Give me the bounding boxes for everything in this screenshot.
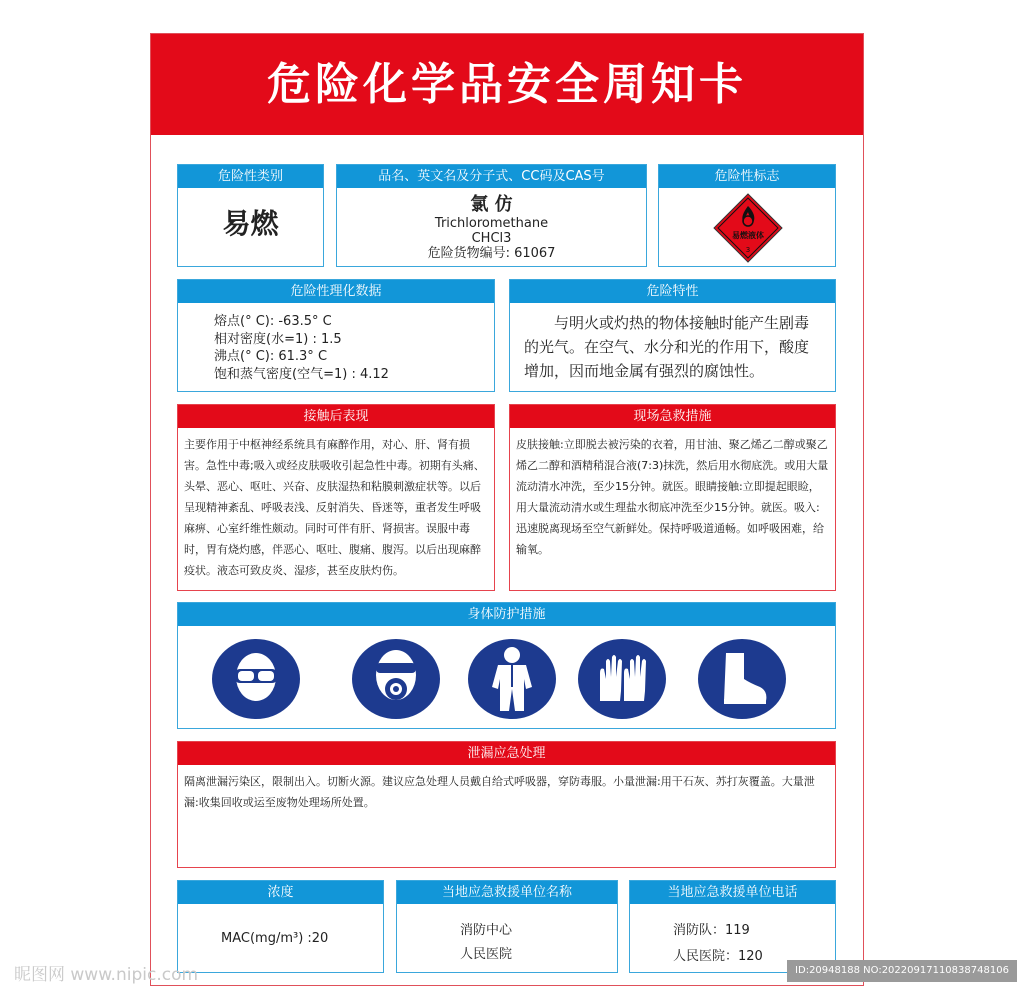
protection-header: 身体防护措施 — [178, 603, 835, 626]
concentration-header: 浓度 — [178, 881, 383, 904]
vapor-density: 饱和蒸气密度(空气=1) : 4.12 — [214, 366, 389, 382]
formula: CHCl3 — [471, 231, 512, 246]
rescue-unit-2: 人民医院 — [460, 947, 513, 962]
respirator-icon — [352, 639, 440, 719]
sign-header: 危险性标志 — [659, 165, 835, 188]
sign-class: 3 — [745, 246, 751, 254]
sign-label: 易燃液体 — [732, 231, 764, 240]
symptoms-box — [177, 404, 495, 591]
identity-box — [336, 164, 647, 267]
phys-box — [177, 279, 495, 392]
safety-boots-icon — [698, 639, 786, 719]
rescue-unit-1: 消防中心 — [460, 923, 513, 938]
watermark: 昵图网 www.nipic.com — [14, 965, 199, 985]
gloves-icon — [578, 639, 666, 719]
name-en: Trichloromethane — [434, 216, 549, 231]
rescue-units-header: 当地应急救援单位名称 — [397, 881, 617, 904]
protective-suit-icon — [468, 639, 556, 719]
rescue-phones-header: 当地应急救援单位电话 — [630, 881, 835, 904]
identity-header: 品名、英文名及分子式、CC码及CAS号 — [337, 165, 646, 188]
hazard-box — [509, 279, 836, 392]
symptoms-header: 接触后表现 — [178, 405, 494, 428]
category-header: 危险性类别 — [178, 165, 323, 188]
name-zh: 氯 仿 — [470, 194, 513, 215]
rescue-phone-1: 消防队：119 — [673, 923, 750, 938]
un-number: 危险货物编号: 61067 — [427, 246, 556, 261]
spill-text: 隔离泄漏污染区，限制出入。切断火源。建议应急处理人员戴自给式呼吸器，穿防毒服。小量泄漏:用干石灰、苏打灰覆盖。大量泄漏:收集回收或运至废物处理场所处置。 — [184, 775, 815, 809]
first-aid-box — [509, 404, 836, 591]
category-value: 易燃 — [222, 207, 279, 240]
sign-box — [658, 164, 836, 267]
hazard-text: 与明火或灼热的物体接触时能产生剧毒的光气。在空气、水分和光的作用下，酸度增加，因而地金属有强烈的腐蚀性。 — [524, 314, 810, 380]
safety-card — [150, 33, 864, 986]
rescue-phone-2: 人民医院：120 — [673, 949, 763, 964]
concentration-box — [177, 880, 384, 973]
first-aid-text: 皮肤接触:立即脱去被污染的衣着，用甘油、聚乙烯乙二醇或聚乙烯乙二醇和酒精稍混合液(7:3)抹洗，然后用水彻底洗。或用大量流动清水冲洗，至少15分钟。就医。眼睛接触:立即提起眼睑，用大量流动清水或生理盐水彻底冲洗至少15分钟。就医。吸入:迅速脱离现场至空气新鲜处。保持呼吸道通畅。如呼吸困难，给输氧。 — [516, 438, 829, 556]
concentration-value: MAC(mg/m³) :20 — [221, 931, 329, 946]
relative-density: 相对密度(水=1) : 1.5 — [214, 331, 342, 347]
page-title: 危险化学品安全周知卡 — [151, 34, 863, 135]
first-aid-header: 现场急救措施 — [510, 405, 835, 428]
hazard-header: 危险特性 — [510, 280, 835, 303]
melting-point: 熔点(° C): -63.5° C — [214, 314, 332, 329]
rescue-units-box — [396, 880, 618, 973]
symptoms-text: 主要作用于中枢神经系统具有麻醉作用，对心、肝、肾有损害。急性中毒;吸入或经皮肤吸收引起急性中毒。初期有头痛、头晕、恶心、呕吐、兴奋、皮肤湿热和粘膜刺激症状等。以后呈现精神紊乱、呼吸表浅、反射消失、昏迷等，重者发生呼吸麻痹、心室纤维性颇动。同时可伴有肝、肾损害。误服中毒时，胃有烧灼感，伴恶心、呕吐、腹痛、腹泻。以后出现麻醉疫状。液态可致皮炎、湿疹，甚至皮肤灼伤。 — [184, 438, 485, 577]
phys-header: 危险性理化数据 — [178, 280, 494, 303]
spill-box — [177, 741, 836, 868]
image-id-bar: ID:20948188 NO:20220917110838748106 — [787, 960, 1017, 982]
flammable-liquid-diamond-icon — [712, 192, 784, 264]
protection-box — [177, 602, 836, 729]
goggles-icon — [212, 639, 300, 719]
spill-header: 泄漏应急处理 — [178, 742, 835, 765]
boiling-point: 沸点(° C): 61.3° C — [214, 349, 328, 364]
category-box — [177, 164, 324, 267]
